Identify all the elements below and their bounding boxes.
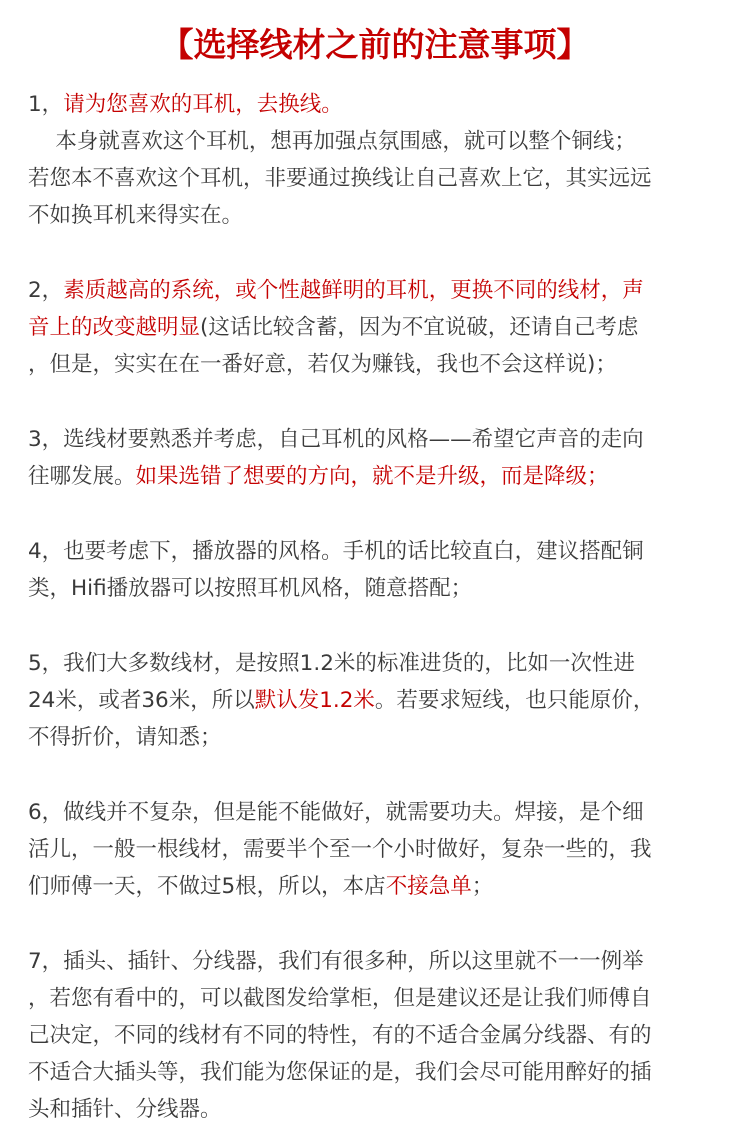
body-text: 往哪发展。: [28, 464, 136, 489]
text-line: [28, 160, 728, 197]
body-text: 类，Hifi播放器可以按照耳机风格，随意搭配；: [28, 576, 473, 601]
text-line: [28, 1017, 728, 1054]
highlight-text: 默认发1.2米: [254, 688, 375, 713]
note-item-5: [28, 645, 728, 756]
text-line: [28, 794, 728, 831]
text-line: [28, 831, 728, 868]
body-text: 不得折价，请知悉；: [28, 725, 222, 750]
text-line: [28, 458, 728, 495]
text-line: [28, 943, 728, 980]
text-line: [28, 86, 728, 123]
note-item-1: [28, 86, 728, 234]
body-text: 不适合大插头等，我们能为您保证的是，我们会尽可能用醉好的插: [28, 1060, 652, 1085]
text-line: [28, 1054, 728, 1091]
note-item-7: [28, 943, 728, 1128]
text-line: [28, 980, 728, 1017]
text-line: [28, 346, 728, 383]
body-text: 己决定，不同的线材有不同的特性，有的不适合金属分线器、有的: [28, 1023, 652, 1048]
text-line: [28, 123, 728, 160]
highlight-text: 不接急单: [385, 874, 472, 899]
highlight-text: 请为您喜欢的耳机，去换线。: [63, 92, 343, 117]
body-text: 们师傅一天，不做过5根，所以，本店: [28, 874, 386, 899]
body-text: ，但是，实实在在一番好意，若仅为赚钱，我也不会这样说)；: [28, 352, 617, 377]
body-text: 24米，或者36米，所以: [28, 688, 255, 713]
text-line: [28, 421, 728, 458]
text-line: [28, 1091, 728, 1128]
note-item-3: [28, 421, 728, 495]
text-line: [28, 197, 728, 234]
body-text: 6，做线并不复杂，但是能不能做好，就需要功夫。焊接，是个细: [28, 800, 644, 825]
note-item-2: [28, 272, 728, 383]
body-text: ，若您有看中的，可以截图发给掌柜，但是建议还是让我们师傅自: [28, 986, 652, 1011]
body-text: 5，我们大多数线材，是按照1.2米的标准进货的，比如一次性进: [28, 651, 635, 676]
text-line: [28, 868, 728, 905]
body-text: 不如换耳机来得实在。: [28, 203, 244, 228]
page-title: 【选择线材之前的注意事项】: [160, 25, 590, 64]
body-text: 1，: [28, 92, 64, 117]
body-text: (这话比较含蓄，因为不宜说破，还请自己考虑: [200, 315, 639, 340]
highlight-text: 音上的改变越明显: [28, 315, 201, 340]
text-line: [28, 719, 728, 756]
body-text: 4，也要考虑下，播放器的风格。手机的话比较直白，建议搭配铜: [28, 539, 644, 564]
body-text: 7，插头、插针、分线器，我们有很多种，所以这里就不一一例举: [28, 949, 644, 974]
body-text: ；: [471, 874, 494, 899]
body-text: 本身就喜欢这个耳机，想再加强点氛围感，就可以整个铜线；: [28, 129, 636, 154]
body-text: 3，选线材要熟悉并考虑，自己耳机的风格——希望它声音的走向: [28, 427, 644, 452]
text-line: [28, 682, 728, 719]
body-text: 2，: [28, 278, 64, 303]
note-item-6: [28, 794, 728, 905]
body-text: 。若要求短线，也只能原价，: [374, 688, 655, 713]
highlight-text: 如果选错了想要的方向，就不是升级，而是降级；: [135, 464, 609, 489]
note-item-4: [28, 533, 728, 607]
text-line: [28, 645, 728, 682]
text-line: [28, 533, 728, 570]
text-line: [28, 570, 728, 607]
body-text: 头和插针、分线器。: [28, 1097, 222, 1122]
highlight-text: 素质越高的系统，或个性越鲜明的耳机，更换不同的线材，声: [63, 278, 644, 303]
text-line: [28, 309, 728, 346]
body-text: 活儿，一般一根线材，需要半个至一个小时做好，复杂一些的，我: [28, 837, 652, 862]
text-line: [28, 272, 728, 309]
body-text: 若您本不喜欢这个耳机，非要通过换线让自己喜欢上它，其实远远: [28, 166, 652, 191]
